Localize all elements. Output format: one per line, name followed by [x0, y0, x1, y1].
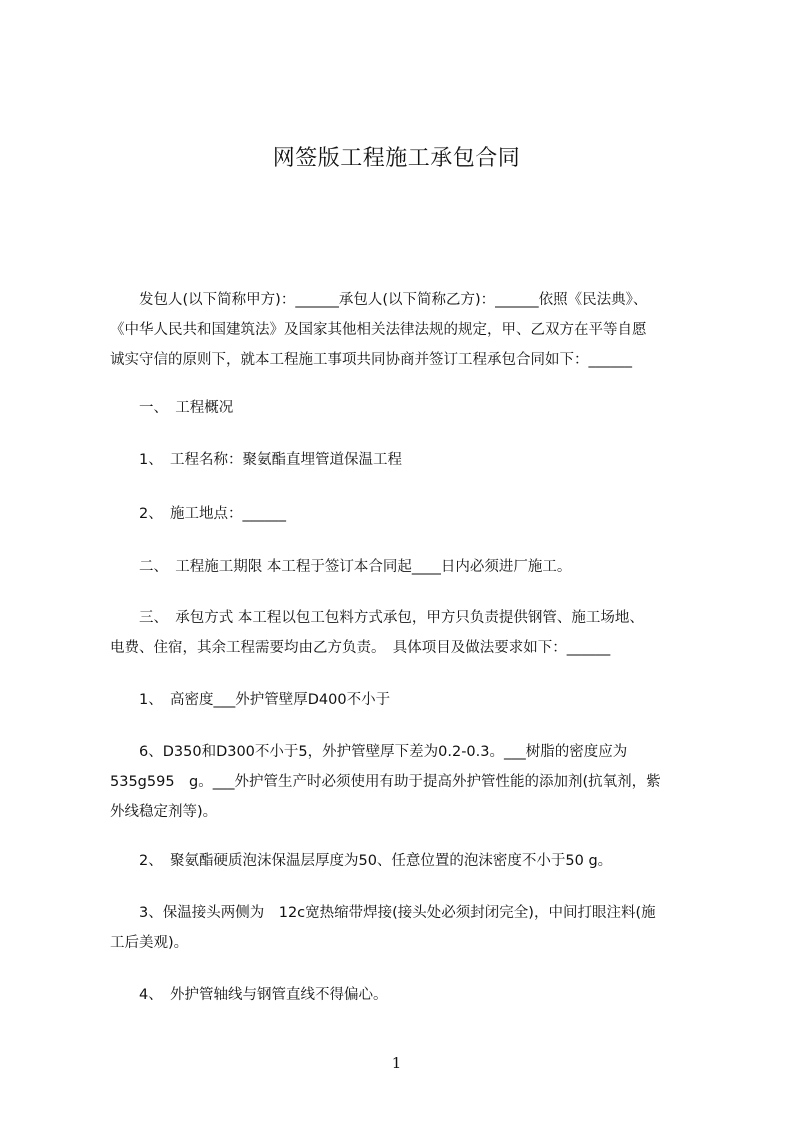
- section-heading-construction-period: 二、 工程施工期限 本工程于签订本合同起____日内必须进厂施工。: [110, 559, 572, 575]
- item-high-density-pipe: 1、 高密度___外护管壁厚D400不小于: [110, 692, 391, 708]
- item-6-line-1: 6、D350和D300不小于5，外护管壁厚下差为0.2-0.3。___树脂的密度应为: [110, 744, 628, 760]
- item-project-name: 1、 工程名称：聚氨酯直埋管道保温工程: [110, 452, 402, 468]
- item-insulation-joint-line-1: 3、保温接头两侧为 12c宽热缩带焊接(接头处必须封闭完全)，中间打眼注料(施: [110, 905, 656, 921]
- item-insulation-joint-line-2: 工后美观)。: [110, 935, 189, 951]
- section-contract-method-line-1: 三、 承包方式 本工程以包工包料方式承包，甲方只负责提供钢管、施工场地、: [110, 610, 644, 626]
- item-foam-insulation: 2、 聚氨酯硬质泡沫保温层厚度为50、任意位置的泡沫密度不小于50 g。: [110, 853, 613, 869]
- item-pipe-axis: 4、 外护管轴线与钢管直线不得偏心。: [110, 987, 388, 1003]
- item-6-line-3: 外线稳定剂等)。: [110, 804, 218, 820]
- item-construction-site: 2、 施工地点：______: [110, 506, 286, 522]
- paragraph-parties-line-2: 《中华人民共和国建筑法》及国家其他相关法律法规的规定，甲、乙双方在平等自愿: [110, 322, 647, 338]
- paragraph-parties-line-1: 发包人(以下简称甲方)：______承包人(以下简称乙方)：______依照《民法典》、: [110, 292, 648, 308]
- section-heading-project-overview: 一、 工程概况: [110, 400, 234, 416]
- page-number: 1: [391, 1054, 402, 1072]
- section-contract-method-line-2: 电费、住宿，其余工程需要均由乙方负责。 具体项目及做法要求如下：______: [110, 640, 611, 656]
- document-title: 网签版工程施工承包合同: [272, 146, 521, 171]
- item-6-line-2: 535g595 g。___外护管生产时必须使用有助于提高外护管性能的添加剂(抗氧剂，紫: [110, 774, 661, 790]
- paragraph-parties-line-3: 诚实守信的原则下，就本工程施工事项共同协商并签订工程承包合同如下：______: [110, 352, 632, 368]
